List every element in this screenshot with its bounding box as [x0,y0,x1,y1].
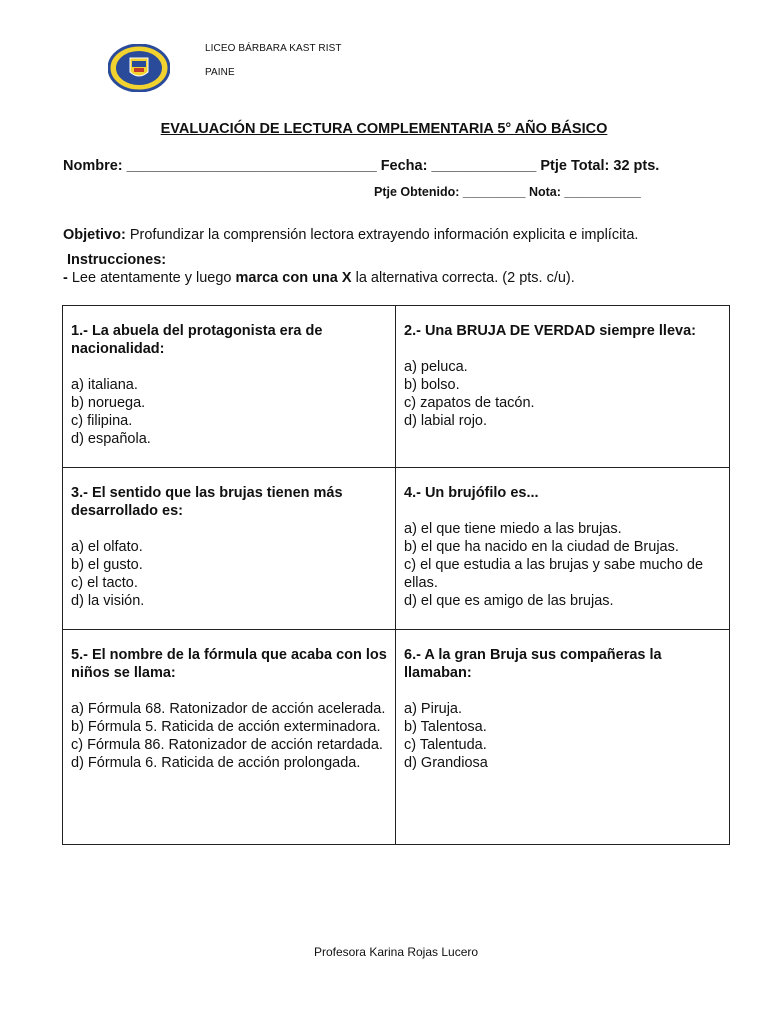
option-c[interactable]: c) Talentuda. [404,737,487,753]
option-b[interactable]: b) el que ha nacido en la ciudad de Brujas. [404,539,679,555]
school-city: PAINE [205,67,235,78]
question-title: 2.- Una BRUJA DE VERDAD siempre lleva: [404,323,696,339]
option-a[interactable]: a) el olfato. [71,539,143,555]
student-info-line [63,158,659,174]
question-title: 4.- Un brujófilo es... [404,485,539,501]
instructions-part-1: Lee atentamente y luego [71,270,236,286]
question-title: 6.- A la gran Bruja sus compañeras la llamaban: [404,647,662,681]
question-cell-3 [63,468,396,630]
option-c[interactable]: c) el tacto. [71,575,138,591]
question-cell-6 [396,630,730,845]
school-name: LICEO BÁRBARA KAST RIST [205,43,342,54]
instructions-text [63,270,575,286]
question-title: 3.- El sentido que las brujas tienen más desarrollado es: [71,485,343,519]
ptje-total: Ptje Total: 32 pts. [540,158,660,174]
school-crest-logo [108,44,170,92]
option-b[interactable]: b) bolso. [404,377,460,393]
teacher-footer: Profesora Karina Rojas Lucero [313,945,479,959]
ptje-obtenido-blank[interactable]: _________ [462,185,526,199]
question-title: 1.- La abuela del protagonista era de nacionalidad: [71,323,323,357]
option-a[interactable]: a) peluca. [404,359,468,375]
option-c[interactable]: c) el que estudia a las brujas y sabe mucho de ellas. [404,557,704,591]
question-cell-4 [396,468,730,630]
option-c[interactable]: c) Fórmula 86. Ratonizador de acción retardada. [71,737,383,753]
option-a[interactable]: a) Fórmula 68. Ratonizador de acción acelerada. [71,701,386,717]
nota-blank[interactable]: ___________ [564,185,641,199]
score-line [374,185,641,199]
objective [63,227,638,243]
nombre-blank[interactable]: _______________________________ [126,158,377,174]
questions-table [62,305,730,845]
objective-label: Objetivo: [63,227,126,243]
option-b[interactable]: b) Talentosa. [404,719,487,735]
option-d[interactable]: d) Grandiosa [404,755,488,771]
option-a[interactable]: a) Piruja. [404,701,463,717]
option-d[interactable]: d) Fórmula 6. Raticida de acción prolongada. [71,755,361,771]
fecha-label: Fecha: [380,158,428,174]
instructions-dash: - [63,270,72,286]
option-d[interactable]: d) la visión. [71,593,145,609]
question-cell-1 [63,306,396,468]
question-cell-2 [396,306,730,468]
option-d[interactable]: d) el que es amigo de las brujas. [404,593,614,609]
objective-text: Profundizar la comprensión lectora extrayendo información explicita e implícita. [125,227,639,243]
option-b[interactable]: b) noruega. [71,395,146,411]
question-title: 5.- El nombre de la fórmula que acaba con los niños se llama: [71,647,387,681]
option-b[interactable]: b) el gusto. [71,557,143,573]
ptje-obtenido-label: Ptje Obtenido: [374,185,460,199]
document-title: EVALUACIÓN DE LECTURA COMPLEMENTARIA 5° AÑO BÁSICO [160,121,608,137]
option-d[interactable]: d) labial rojo. [404,413,488,429]
instructions-part-2: la alternativa correcta. (2 pts. c/u). [351,270,575,286]
option-a[interactable]: a) el que tiene miedo a las brujas. [404,521,622,537]
option-c[interactable]: c) filipina. [71,413,133,429]
instructions-title: Instrucciones: [67,252,167,268]
option-a[interactable]: a) italiana. [71,377,138,393]
option-c[interactable]: c) zapatos de tacón. [404,395,535,411]
option-b[interactable]: b) Fórmula 5. Raticida de acción exterminadora. [71,719,381,735]
fecha-blank[interactable]: _____________ [431,158,537,174]
instructions-bold: marca con una X [235,270,352,286]
nota-label: Nota: [528,185,561,199]
option-d[interactable]: d) española. [71,431,151,447]
nombre-label: Nombre: [63,158,123,174]
question-cell-5 [63,630,396,845]
